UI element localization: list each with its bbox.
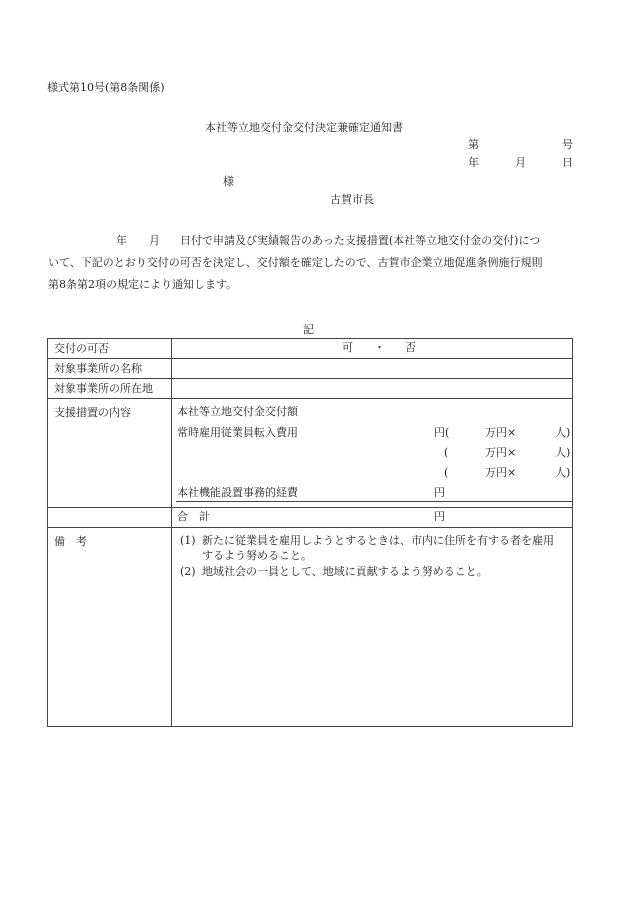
body-paragraph <box>48 230 576 296</box>
body-nen: 年 <box>116 234 127 247</box>
body-line-2: いて、下記のとおり交付の可否を決定し、交付額を確定したので、古賀市企業立地促進条例施行規則 <box>48 256 543 269</box>
issuer-name: 古賀市長 <box>330 193 374 206</box>
nin-close-1: 人) <box>555 426 571 439</box>
value-facility-name <box>172 359 573 379</box>
nin-close-2: 人) <box>555 446 571 459</box>
number-dai: 第 <box>468 138 479 151</box>
label-facility-name: 対象事業所の名称 <box>48 359 172 379</box>
label-support-content-text: 支援措置の内容 <box>54 406 131 419</box>
nin-close-3: 人) <box>555 466 571 479</box>
note-1-line-2: するよう努めること。 <box>202 549 312 562</box>
item-tennyu-hiyo: 常時雇用従業員転入費用 <box>177 426 298 439</box>
date-nen: 年 <box>468 156 479 169</box>
body-tsuki: 月 <box>149 234 160 247</box>
option-ka: 可 <box>342 341 353 354</box>
paren-open-2: ( <box>444 446 449 459</box>
option-hi: 否 <box>405 341 416 354</box>
label-kofu-kahi: 交付の可否 <box>48 339 172 359</box>
body-line1-text: 日付で申請及び実績報告のあった支援措置(本社等立地交付金の交付)につ <box>180 234 541 247</box>
details-table <box>47 338 573 727</box>
yen-jimu-keihi: 円 <box>434 486 445 499</box>
manyen-x-1: 万円× <box>485 426 517 439</box>
label-support-content <box>48 399 172 508</box>
label-remarks <box>48 528 172 727</box>
total-yen: 円 <box>434 510 445 523</box>
date-hi: 日 <box>562 156 573 169</box>
body-line-1 <box>48 230 576 252</box>
note-2-number: (2) <box>180 565 196 578</box>
value-support-content <box>172 399 573 508</box>
item-kofukin: 本社等立地交付金交付額 <box>177 405 298 418</box>
paren-open-3: ( <box>444 466 449 479</box>
label-facility-address: 対象事業所の所在地 <box>48 379 172 399</box>
date-tsuki: 月 <box>515 156 526 169</box>
document-title: 本社等立地交付金交付決定兼確定通知書 <box>205 121 403 134</box>
manyen-x-2: 万円× <box>485 446 517 459</box>
ki-heading: 記 <box>303 323 314 336</box>
addressee-sama: 様 <box>223 175 234 188</box>
yen-open-1: 円( <box>434 426 450 439</box>
value-remarks <box>172 528 573 727</box>
number-go: 号 <box>562 138 573 151</box>
option-separator: ・ <box>374 341 385 354</box>
label-total <box>48 508 172 528</box>
value-facility-address <box>172 379 573 399</box>
manyen-x-3: 万円× <box>485 466 517 479</box>
form-number: 様式第10号(第8条関係) <box>47 81 165 94</box>
jimu-keihi-underline <box>176 501 573 502</box>
note-2-text: 地域社会の一員として、地域に貢献するよう努めること。 <box>202 565 488 578</box>
label-remarks-text: 備 考 <box>54 535 87 548</box>
value-total <box>172 508 573 528</box>
note-1-line-1: 新たに従業員を雇用しようとするときは、市内に住所を有する者を雇用 <box>202 534 554 547</box>
note-1-number: (1) <box>180 534 196 547</box>
value-kofu-kahi <box>172 339 573 359</box>
body-line-3: 第8条第2項の規定により通知します。 <box>48 278 238 291</box>
total-label: 合 計 <box>177 510 210 523</box>
item-jimu-keihi: 本社機能設置事務的経費 <box>177 486 298 499</box>
